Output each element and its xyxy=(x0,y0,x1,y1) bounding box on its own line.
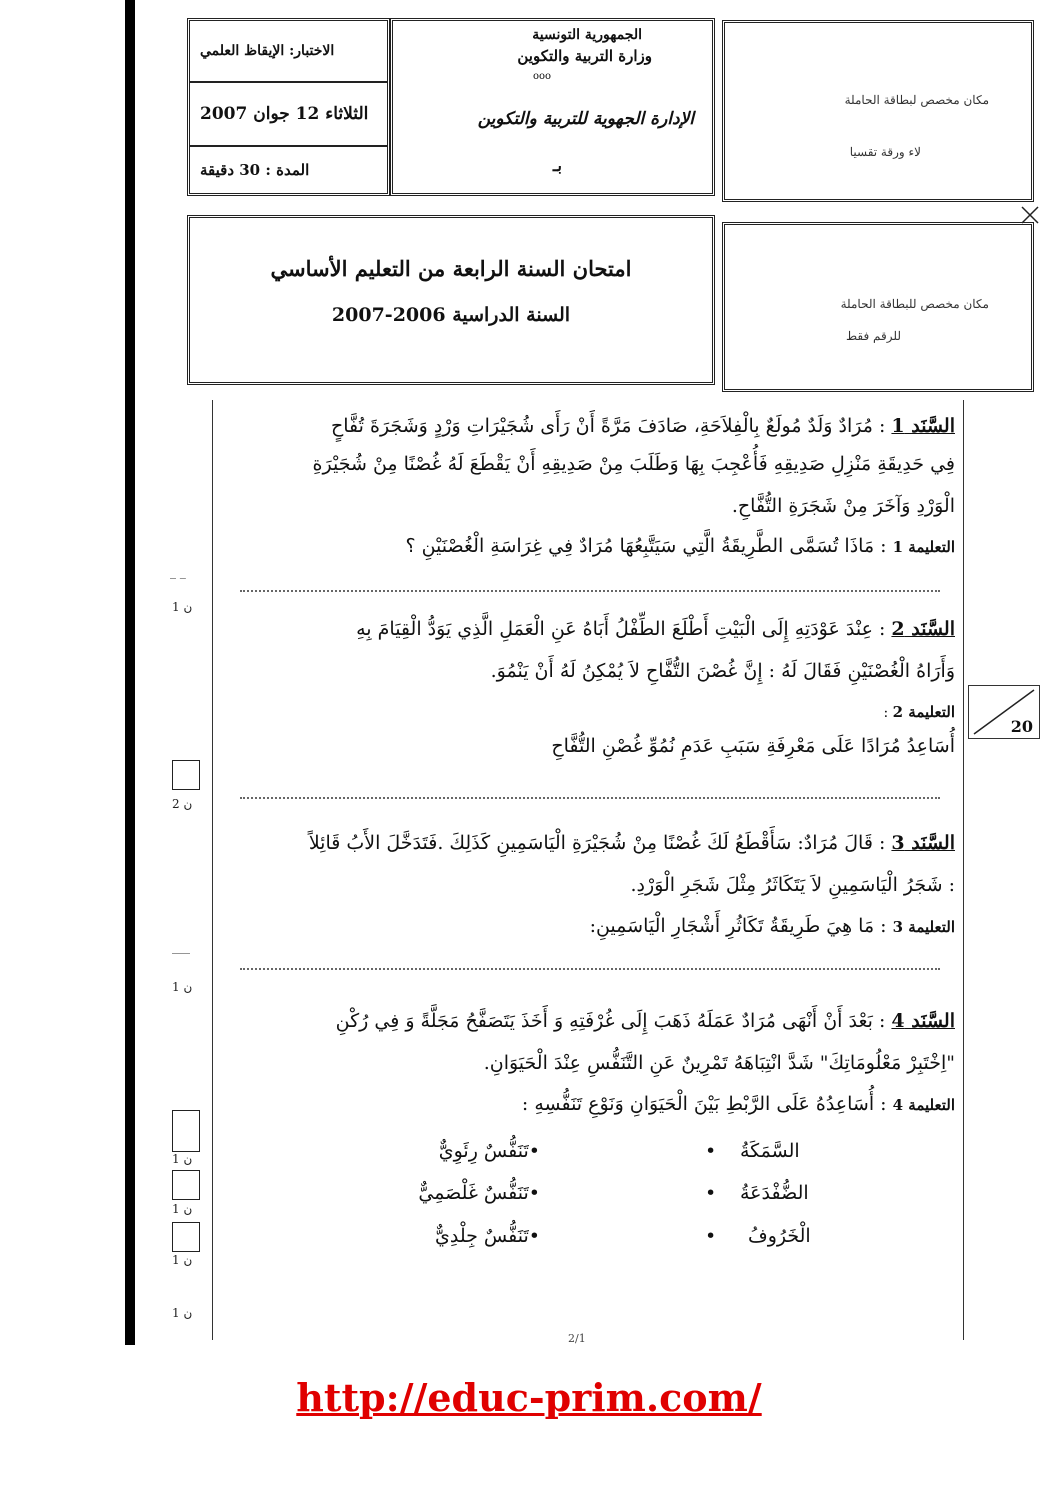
total-score-box xyxy=(968,685,1040,739)
score-box-2 xyxy=(172,760,200,790)
animal-frog: الضُّفْدَعَةُ xyxy=(740,1182,809,1204)
animal-bullet-1[interactable]: • xyxy=(705,1140,717,1162)
type-bullet-1[interactable]: • xyxy=(528,1140,540,1162)
animal-sheep: الْخَرُوفُ xyxy=(748,1225,811,1247)
exam-duration: المدة : 30 دقيقة xyxy=(200,161,310,179)
answer-line-3[interactable] xyxy=(240,968,940,970)
scan-black-bar xyxy=(125,0,135,1345)
score-label-4d: 1 ن xyxy=(172,1306,193,1320)
ornament: ooo xyxy=(533,71,552,82)
total-score-value: 20 xyxy=(1010,717,1033,736)
task-3: التعليمة 3 : مَا هِيَ طَرِيقَةُ تَكَاثُرِ أَشْجَارِ الْيَاسَمِينِ: xyxy=(589,915,955,937)
animal-fish: السَّمَكَةُ xyxy=(740,1140,800,1162)
section-2-line-1: السَّنَد 2 : عِنْدَ عَوْدَتِهِ إِلَى الْبَيْتِ أَطْلَعَ الطِّفْلُ أَبَاهُ عَنِ الْعَمَلِ الَّذِي يَوَدُّ الْقِيَامَ بِهِ xyxy=(356,618,955,640)
reserved-text-4: للرقم فقط xyxy=(846,329,901,343)
animal-bullet-3[interactable]: • xyxy=(705,1225,717,1247)
corner-mark xyxy=(1020,205,1040,225)
reserved-text-2: لاء ورقة تقسيا xyxy=(849,145,921,159)
section-1-line-3: الْوَرْدِ وَآخَرَ مِنْ شَجَرَةِ التُّفَّاحِ. xyxy=(731,495,955,517)
section-1-line-2: فِي حَدِيقَةِ مَنْزِلِ صَدِيقِهِ فَأُعْجِبَ بِهَا وَطَلَبَ مِنْ صَدِيقِهِ أَنْ يَقْطَعَ لَهُ غُصْنًا مِنْ شُجَيْرَةِ xyxy=(312,453,955,475)
score-label-3: 1 ن xyxy=(172,980,193,994)
task-1: التعليمة 1 : مَاذَا تُسَمَّى الطَّرِيقَةُ الَّتِي سَيَتَّبِعُهَا مُرَادٌ فِي غِرَاسَةِ الْغُصْنَيْنِ ؟ xyxy=(405,535,955,557)
school-year: السنة الدراسية 2006-2007 xyxy=(331,304,571,326)
task-1-label: التعليمة 1 xyxy=(892,538,955,556)
task-4: التعليمة 4 : أُسَاعِدُهُ عَلَى الرَّبْطِ بَيْنَ الْحَيَوَانِ وَنَوْعِ تَنَفُّسِهِ : xyxy=(521,1093,955,1115)
exam-title: امتحان السنة الرابعة من التعليم الأساسي xyxy=(270,256,632,281)
type-bullet-3[interactable]: • xyxy=(528,1225,540,1247)
score-box-4b xyxy=(172,1170,200,1200)
reserved-text-1: مكان مخصص لبطاقة الحاملة xyxy=(844,93,989,107)
exam-title-box xyxy=(187,215,715,385)
margin-tick: _ _ xyxy=(170,565,186,579)
score-label-4b: 1 ن xyxy=(172,1202,193,1216)
type-bullet-2[interactable]: • xyxy=(528,1182,540,1204)
reserved-box-top xyxy=(722,20,1034,202)
ministry-name: وزارة التربية والتكوين xyxy=(517,47,652,65)
scan-margin xyxy=(0,0,125,1345)
section-1-line-1: السَّنَد 1 : مُرَادٌ وَلَدٌ مُولَعٌ بِالْفِلاَحَةِ، صَادَفَ مَرَّةً أَنْ رَأَى شُجَيْرَاتِ وَرْدٍ وَشَجَرَةَ تُفَّاحٍ xyxy=(331,415,955,437)
ministry-box xyxy=(390,18,715,196)
score-label-1: 1 ن xyxy=(172,600,193,614)
exam-date: الثلاثاء 12 جوان 2007 xyxy=(190,83,387,147)
task-2-label: التعليمة 2 : xyxy=(883,703,955,721)
score-label-2: 2 ن xyxy=(172,797,193,811)
type-skin: •تَنَفُّسٌ جِلْدِيٌّ xyxy=(435,1225,540,1247)
score-label-4c: 1 ن xyxy=(172,1253,193,1267)
task-4-label: التعليمة 4 xyxy=(892,1096,955,1114)
reserved-text-3: مكان مخصص للبطاقة الحاملة xyxy=(840,297,989,311)
type-gill: •تَنَفُّسٌ غَلْصَمِيٌّ xyxy=(418,1182,540,1204)
margin-tick: ___ xyxy=(172,940,190,954)
site-url-link[interactable]: http://educ-prim.com/ xyxy=(296,1375,762,1420)
section-3-line-2: : شَجَرُ الْيَاسَمِينِ لاَ يَتَكَاثَرُ مِثْلَ شَجَرِ الْوَرْدِ. xyxy=(630,874,955,896)
answer-line-2[interactable] xyxy=(240,797,940,799)
support-2-label: السَّنَد 2 xyxy=(891,618,955,640)
task-2-text: أُسَاعِدُ مُرَادًا عَلَى مَعْرِفَةِ سَبَبِ عَدَمِ نُمُوِّ غُصْنِ التُّفَّاحِ xyxy=(551,735,955,757)
score-label-4a: 1 ن xyxy=(172,1152,193,1166)
score-box-4a xyxy=(172,1110,200,1152)
score-box-4c xyxy=(172,1222,200,1252)
page-number: 2/1 xyxy=(568,1332,586,1345)
answer-line-1[interactable] xyxy=(240,590,940,592)
type-lung: •تَنَفُّسٌ رِئَوِيٌّ xyxy=(438,1140,540,1162)
region-name: بـ xyxy=(552,156,562,175)
support-3-label: السَّنَد 3 xyxy=(891,832,955,854)
reserved-box-mid xyxy=(722,222,1034,392)
exam-info-box xyxy=(187,18,390,196)
section-4-line-1: السَّنَد 4 : بَعْدَ أَنْ أَنْهَى مُرَادٌ عَمَلَهُ ذَهَبَ إِلَى غُرْفَتِهِ وَ أَخَذَ يَتَصَفَّحُ مَجَلَّةً وَ فِي رُكْنِ xyxy=(335,1010,955,1032)
section-4-line-2: "اِخْتَبِرْ مَعْلُومَاتِكَ" شَدَّ انْتِبَاهَهُ تَمْرِينٌ عَنِ التَّنَفُّسِ عِنْدَ الْحَيَوَانِ. xyxy=(483,1052,955,1074)
directorate-name: الإدارة الجهوية للتربية والتكوين xyxy=(477,109,694,129)
section-2-line-2: وَأَرَاهُ الْغُصْنَيْنِ فَقَالَ لَهُ : إِنَّ غُصْنَ التُّفَّاحِ لاَ يُمْكِنُ لَهُ أَنْ يَنْمُوَ. xyxy=(490,660,955,682)
animal-bullet-2[interactable]: • xyxy=(705,1182,717,1204)
support-1-label: السَّنَد 1 xyxy=(891,415,955,437)
task-3-label: التعليمة 3 xyxy=(892,918,955,936)
section-3-line-1: السَّنَد 3 : قَالَ مُرَادٌ: سَأَقْطَعُ لَكَ غُصْنًا مِنْ شُجَيْرَةِ الْيَاسَمِينِ كَذَلِكَ .فَتَدَخَّلَ الأَبُ قَائِلاً xyxy=(308,832,955,854)
exam-subject: الاختبار: الإيقاظ العلمي xyxy=(190,21,387,83)
support-4-label: السَّنَد 4 xyxy=(891,1010,955,1032)
republic-name: الجمهورية التونسية xyxy=(532,27,642,43)
